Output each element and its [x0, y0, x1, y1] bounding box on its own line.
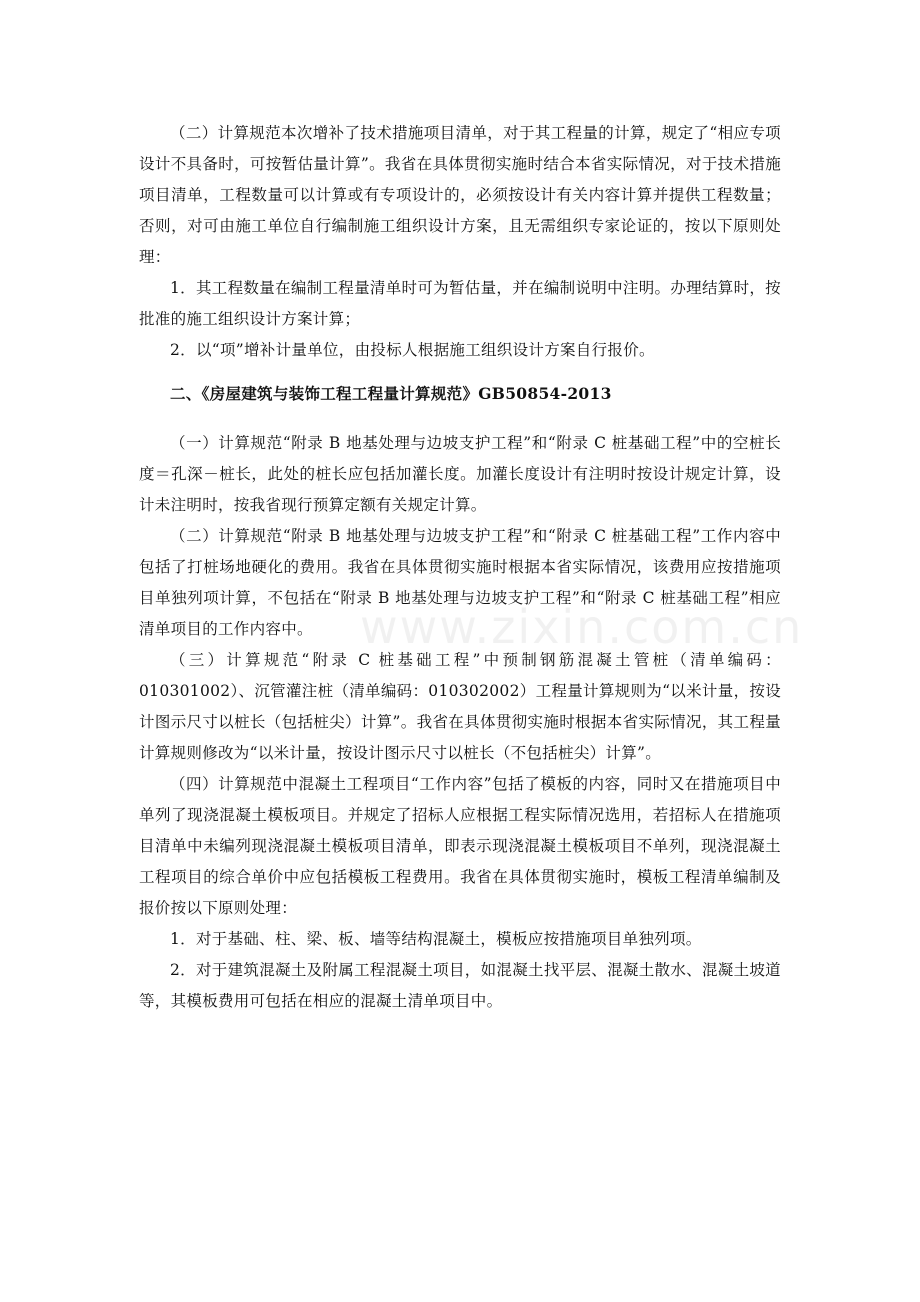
paragraph-rule-2: 2．以“项”增补计量单位，由投标人根据施工组织设计方案自行报价。: [170, 341, 655, 359]
document-body: [139, 118, 781, 1017]
paragraph-rule-1: 1．其工程数量在编制工程量清单时可为暂估量，并在编制说明中注明。办理结算时，按批准的施工组织设计方案计算；: [139, 279, 781, 328]
paragraph-formwork-rule-1: 1．对于基础、柱、梁、板、墙等结构混凝土，模板应按措施项目单独列项。: [170, 930, 702, 948]
paragraph-item-1: （一）计算规范“附录 B 地基处理与边坡支护工程”和“附录 C 桩基础工程”中的空桩长度＝孔深－桩长，此处的桩长应包括加灌长度。加灌长度设计有注明时按设计规定计算，设计未注明时，按我省现行预算定额有关规定计算。: [139, 434, 781, 514]
paragraph-item-3: （三）计算规范“附录 C 桩基础工程”中预制钢筋混凝土管桩（清单编码：010301002）、沉管灌注桩（清单编码：010302002）工程量计算规则为“以米计量，按设计图示尺寸以桩长（包括桩尖）计算”。我省在具体贯彻实施时根据本省实际情况，其工程量计算规则修改为“以米计量，按设计图示尺寸以桩长（不包括桩尖）计算”。: [139, 651, 781, 762]
watermark: www.zixin.com.cn: [360, 600, 804, 654]
section-heading: 二、《房屋建筑与装饰工程工程量计算规范》GB50854-2013: [170, 384, 612, 403]
paragraph-item-4: （四）计算规范中混凝土工程项目“工作内容”包括了模板的内容，同时又在措施项目中单列了现浇混凝土模板项目。并规定了招标人应根据工程实际情况选用，若招标人在措施项目清单中未编列现浇混凝土模板项目清单，即表示现浇混凝土模板项目不单列，现浇混凝土工程项目的综合单价中应包括模板工程费用。我省在具体贯彻实施时，模板工程清单编制及报价按以下原则处理：: [139, 775, 781, 917]
paragraph-item-2: （二）计算规范“附录 B 地基处理与边坡支护工程”和“附录 C 桩基础工程”工作内容中包括了打桩场地硬化的费用。我省在具体贯彻实施时根据本省实际情况，该费用应按措施项目单独列项计算，不包括在“附录 B 地基处理与边坡支护工程”和“附录 C 桩基础工程”相应清单项目的工作内容中。: [139, 527, 781, 638]
paragraph-technical-measures: （二）计算规范本次增补了技术措施项目清单，对于其工程量的计算，规定了“相应专项设计不具备时，可按暂估量计算”。我省在具体贯彻实施时结合本省实际情况，对于技术措施项目清单，工程数量可以计算或有专项设计的，必须按设计有关内容计算并提供工程数量；否则，对可由施工单位自行编制施工组织设计方案，且无需组织专家论证的，按以下原则处理：: [139, 124, 781, 266]
paragraph-formwork-rule-2: 2．对于建筑混凝土及附属工程混凝土项目，如混凝土找平层、混凝土散水、混凝土坡道等，其模板费用可包括在相应的混凝土清单项目中。: [139, 961, 781, 1010]
